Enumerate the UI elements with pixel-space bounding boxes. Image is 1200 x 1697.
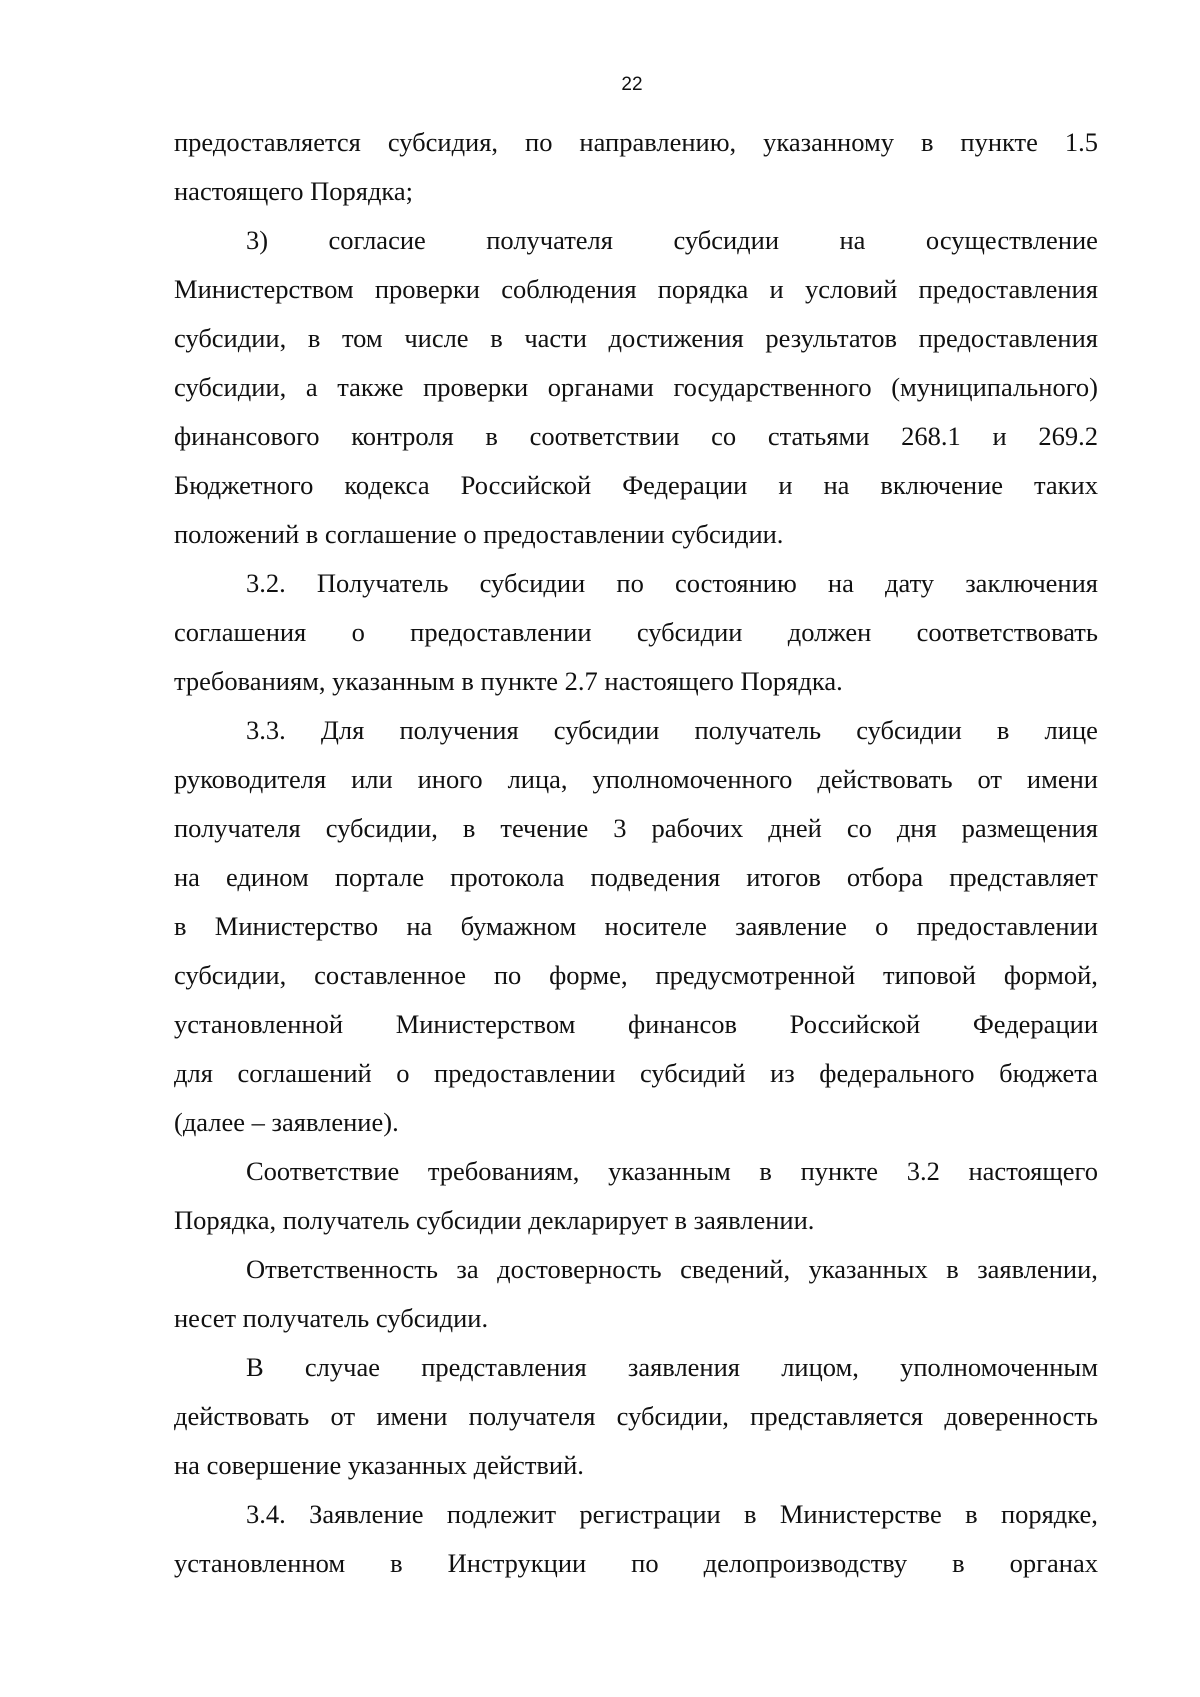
word: получателя: [486, 225, 613, 255]
word: регистрации: [579, 1499, 721, 1529]
word: указанным: [608, 1156, 731, 1186]
word: 1.5: [1064, 127, 1098, 157]
word: в: [965, 1499, 978, 1529]
word: на: [839, 225, 866, 255]
word: и: [778, 470, 793, 500]
word: соблюдения: [501, 274, 637, 304]
text-line: [174, 559, 1098, 608]
word: в: [946, 1254, 959, 1284]
word: случае: [304, 1352, 380, 1382]
word: контроля: [351, 421, 454, 451]
word: в: [307, 323, 321, 353]
word: уполномоченного: [592, 764, 793, 794]
text-line: [174, 902, 1098, 951]
word: проверки: [423, 372, 529, 402]
word: (муниципального): [891, 372, 1098, 402]
word: государственного: [673, 372, 872, 402]
text-line: [174, 265, 1098, 314]
word: дату: [885, 568, 935, 598]
word: Российской: [460, 470, 592, 500]
word: 3.4.: [246, 1499, 286, 1529]
word: субсидии: [636, 617, 743, 647]
word: портале: [334, 862, 425, 892]
word: форме,: [549, 960, 628, 990]
word: Соответствие: [246, 1156, 400, 1186]
word: субсидии: [856, 715, 962, 745]
word: в: [920, 127, 934, 157]
word: подлежит: [446, 1499, 557, 1529]
text-line: настоящего Порядка;: [174, 176, 414, 206]
word: том: [341, 323, 383, 353]
word: Федерации: [972, 1009, 1098, 1039]
word: пункте: [800, 1156, 879, 1186]
word: кодекса: [344, 470, 430, 500]
text-line: [174, 853, 1098, 902]
word: Ответственность: [246, 1254, 438, 1284]
word: в: [174, 911, 187, 941]
text-line: [174, 1539, 1098, 1588]
word: иного: [417, 764, 483, 794]
word: согласие: [328, 225, 426, 255]
word: состоянию: [674, 568, 797, 598]
word: или: [351, 764, 393, 794]
word: настоящего: [968, 1156, 1098, 1186]
word: Федерации: [622, 470, 748, 500]
word: представления: [421, 1352, 587, 1382]
word: требованиям,: [427, 1156, 580, 1186]
word: типовой: [883, 960, 976, 990]
word: указанному: [763, 127, 894, 157]
text-line: [174, 706, 1098, 755]
word: предусмотренной: [655, 960, 856, 990]
word: Получатель: [316, 568, 449, 598]
word: итогов: [746, 862, 821, 892]
word: заявление: [735, 911, 847, 941]
page-number: 22: [621, 74, 643, 95]
word: дня: [896, 813, 937, 843]
word: течение: [500, 813, 589, 843]
text-line: [174, 461, 1098, 510]
word: руководителя: [174, 764, 327, 794]
word: субсидии: [673, 225, 780, 255]
text-line: [174, 1490, 1098, 1539]
word: представляет: [949, 862, 1098, 892]
document-body: [174, 118, 1098, 1588]
text-line: [174, 1392, 1098, 1441]
word: достижения: [608, 323, 744, 353]
word: за: [456, 1254, 479, 1284]
word: финансов: [627, 1009, 737, 1039]
word: органами: [547, 372, 654, 402]
word: соответствовать: [916, 617, 1098, 647]
text-line: [174, 804, 1098, 853]
word: предоставления: [918, 323, 1098, 353]
text-line: несет получатель субсидии.: [174, 1303, 489, 1333]
word: 3.2.: [246, 568, 286, 598]
word: порядке,: [1000, 1499, 1098, 1529]
word: соглашения: [174, 617, 307, 647]
word: на: [827, 568, 854, 598]
word: федерального: [819, 1058, 975, 1088]
word: Бюджетного: [174, 470, 314, 500]
word: должен: [787, 617, 872, 647]
word: органах: [1009, 1548, 1098, 1578]
word: в: [759, 1156, 772, 1186]
word: получателя: [174, 813, 301, 843]
word: 3): [246, 225, 269, 255]
text-line: [174, 216, 1098, 265]
text-line: требованиям, указанным в пункте 2.7 настоящего Порядка.: [174, 666, 843, 696]
word: порядка: [657, 274, 749, 304]
word: также: [337, 372, 404, 402]
word: в: [485, 421, 498, 451]
word: 3.2: [906, 1156, 940, 1186]
word: лице: [1044, 715, 1098, 745]
word: числе: [404, 323, 469, 353]
word: в: [490, 323, 503, 353]
word: на: [823, 470, 850, 500]
text-line: [174, 1000, 1098, 1049]
word: уполномоченным: [900, 1352, 1098, 1382]
word: 3: [613, 813, 627, 843]
word: носителе: [604, 911, 707, 941]
word: лица,: [507, 764, 568, 794]
text-line: [174, 412, 1098, 461]
word: по: [616, 568, 644, 598]
word: Инструкции: [447, 1548, 587, 1578]
word: 3.3.: [246, 715, 286, 745]
word: направлению,: [579, 127, 737, 157]
word: получения: [399, 715, 519, 745]
text-line: Порядка, получатель субсидии декларирует в заявлении.: [174, 1205, 815, 1235]
word: делопроизводству: [703, 1548, 908, 1578]
word: субсидии,: [325, 813, 438, 843]
word: таких: [1034, 470, 1098, 500]
word: в: [744, 1499, 757, 1529]
word: достоверность: [497, 1254, 662, 1284]
word: для: [174, 1058, 213, 1088]
word: субсидии: [553, 715, 660, 745]
word: в: [462, 813, 476, 843]
word: предоставляется: [174, 127, 361, 157]
text-line: [174, 1049, 1098, 1098]
word: установленной: [174, 1009, 344, 1039]
text-line: [174, 1245, 1098, 1294]
word: едином: [226, 862, 309, 892]
word: дней: [768, 813, 822, 843]
text-line: [174, 118, 1098, 167]
word: представляется: [750, 1401, 924, 1431]
word: Министерством: [395, 1009, 576, 1039]
text-line: [174, 363, 1098, 412]
word: получатель: [694, 715, 822, 745]
word: субсидии,: [174, 372, 287, 402]
word: субсидии,: [174, 323, 287, 353]
word: на: [406, 911, 433, 941]
text-line: [174, 1147, 1098, 1196]
word: в: [390, 1548, 403, 1578]
text-line: положений в соглашение о предоставлении субсидии.: [174, 519, 784, 549]
word: размещения: [961, 813, 1098, 843]
word: предоставлении: [916, 911, 1098, 941]
word: действовать: [817, 764, 953, 794]
word: осуществление: [925, 225, 1098, 255]
text-line: [174, 314, 1098, 363]
word: соответствии: [529, 421, 680, 451]
word: предоставлении: [410, 617, 592, 647]
word: результатов: [765, 323, 897, 353]
word: о: [396, 1058, 410, 1088]
word: а: [305, 372, 318, 402]
word: на: [174, 862, 200, 892]
word: в: [996, 715, 1010, 745]
word: от: [977, 764, 1002, 794]
text-line: [174, 608, 1098, 657]
word: финансового: [174, 421, 320, 451]
word: Министерством: [174, 274, 354, 304]
word: о: [351, 617, 365, 647]
word: заявлении,: [977, 1254, 1098, 1284]
word: субсидий: [639, 1058, 746, 1088]
word: предоставления: [918, 274, 1098, 304]
word: соглашений: [237, 1058, 372, 1088]
word: формой,: [1003, 960, 1098, 990]
word: по: [493, 960, 522, 990]
word: Заявление: [309, 1499, 424, 1529]
word: субсидии,: [174, 960, 287, 990]
word: бумажном: [460, 911, 577, 941]
word: лицом,: [781, 1352, 859, 1382]
word: действовать: [174, 1401, 310, 1431]
word: со: [846, 813, 872, 843]
word: и: [992, 421, 1007, 451]
word: статьями: [767, 421, 870, 451]
word: в: [952, 1548, 965, 1578]
word: доверенность: [944, 1401, 1098, 1431]
word: имени: [376, 1401, 448, 1431]
text-line: [174, 1343, 1098, 1392]
word: со: [711, 421, 737, 451]
word: бюджета: [999, 1058, 1098, 1088]
word: заявления: [627, 1352, 740, 1382]
word: Для: [320, 715, 365, 745]
text-line: на совершение указанных действий.: [174, 1450, 584, 1480]
word: 269.2: [1038, 421, 1098, 451]
word: отбора: [846, 862, 924, 892]
word: предоставлении: [434, 1058, 616, 1088]
word: рабочих: [651, 813, 744, 843]
word: субсидии,: [616, 1401, 729, 1431]
word: получателя: [468, 1401, 596, 1431]
word: от: [330, 1401, 356, 1431]
word: В: [246, 1352, 264, 1382]
word: сведений,: [680, 1254, 791, 1284]
word: из: [770, 1058, 795, 1088]
text-line: [174, 951, 1098, 1000]
word: протокола: [450, 862, 565, 892]
word: Российской: [789, 1009, 921, 1039]
word: части: [524, 323, 587, 353]
word: 268.1: [901, 421, 961, 451]
word: о: [875, 911, 889, 941]
word: Министерство: [214, 911, 379, 941]
text-line: (далее – заявление).: [174, 1107, 399, 1137]
word: условий: [804, 274, 898, 304]
word: включение: [880, 470, 1004, 500]
text-line: [174, 755, 1098, 804]
word: установленном: [174, 1548, 346, 1578]
word: и: [769, 274, 784, 304]
word: проверки: [374, 274, 480, 304]
word: указанных: [808, 1254, 928, 1284]
word: по: [525, 127, 553, 157]
word: подведения: [590, 862, 721, 892]
word: заключения: [965, 568, 1098, 598]
word: имени: [1026, 764, 1098, 794]
word: субсидия,: [387, 127, 499, 157]
word: Министерстве: [779, 1499, 942, 1529]
word: составленное: [314, 960, 467, 990]
word: пункте: [960, 127, 1038, 157]
word: по: [631, 1548, 659, 1578]
word: субсидии: [479, 568, 586, 598]
